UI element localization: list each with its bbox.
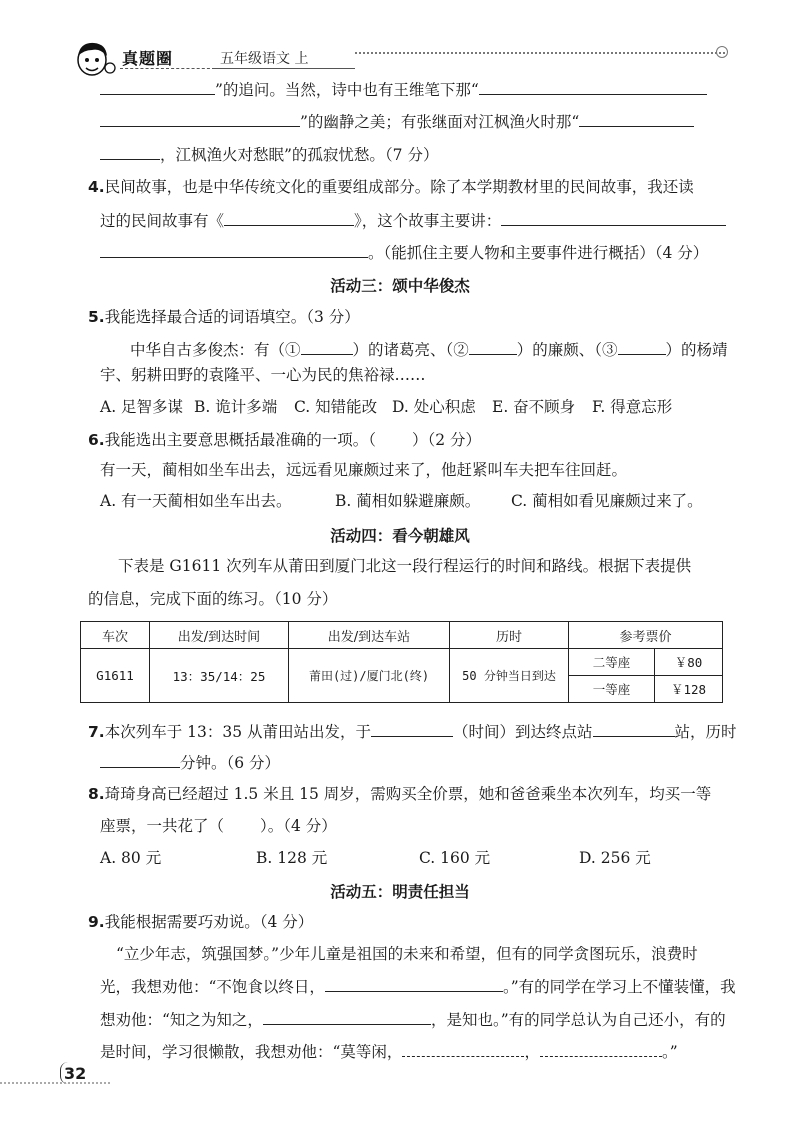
option-c[interactable]: C. 蔺相如看见廉颇过来了。	[511, 492, 703, 510]
header-cell: 车次	[81, 622, 150, 649]
header-cell: 出发/到达时间	[150, 622, 289, 649]
seat-class-cell: 一等座	[569, 676, 655, 703]
q3-line-1: ”的追问。当然，诗中也有王维笔下那“	[100, 78, 707, 101]
q9-line-2: 光，我想劝他：“不饱食以终日， 。”有的同学在学习上不懂装懂，我	[100, 975, 736, 998]
train-schedule-table	[80, 621, 723, 703]
q5-options	[100, 396, 672, 418]
station-blank[interactable]	[593, 720, 675, 737]
page-number: 32	[64, 1064, 87, 1083]
brand-logo: 真题圈	[122, 49, 174, 68]
price-cell: ￥128	[655, 676, 723, 703]
option-a[interactable]: A. 80 元	[100, 849, 162, 867]
answer-blank[interactable]	[325, 975, 503, 992]
option-a[interactable]: A. 有一天蔺相如坐车出去。	[100, 492, 292, 510]
q4-line-2: 过的民间故事有《 》，这个故事主要讲：	[100, 209, 726, 232]
answer-blank[interactable]	[100, 241, 368, 258]
q6-options	[100, 490, 703, 512]
answer-blank[interactable]	[501, 209, 726, 226]
duration-cell: 50 分钟当日到达	[450, 649, 569, 703]
answer-blank-3[interactable]	[618, 338, 666, 355]
option-b[interactable]: B. 诡计多端	[194, 398, 278, 416]
q5-line-2: 宇、躬耕田野的袁隆平、一心为民的焦裕禄……	[100, 366, 426, 384]
minutes-blank[interactable]	[100, 751, 180, 768]
answer-blank[interactable]	[540, 1040, 662, 1057]
train-number-cell: G1611	[81, 649, 150, 703]
answer-blank[interactable]	[263, 1008, 431, 1025]
q9-line-4: 是时间，学习很懒散，我想劝他：“莫等闲， ， 。”	[100, 1040, 678, 1063]
q8-line-2: 座票，一共花了（ ）。（4 分）	[100, 817, 337, 835]
boy-mascot-icon	[70, 38, 118, 80]
table-row	[81, 649, 723, 676]
price-cell: ￥80	[655, 649, 723, 676]
option-b[interactable]: B. 蔺相如躲避廉颇。	[335, 492, 481, 510]
header-cell: 参考票价	[569, 622, 723, 649]
seat-class-cell: 二等座	[569, 649, 655, 676]
q8-options	[100, 847, 651, 869]
page-header	[70, 38, 730, 72]
activity-3-title: 活动三：颂中华俊杰	[330, 277, 470, 295]
answer-blank[interactable]	[402, 1040, 524, 1057]
q9-line-1: “立少年志，筑强国梦。”少年儿童是祖国的未来和希望，但有的同学贪图玩乐，浪费时	[116, 945, 698, 963]
intro-line-1: 下表是 G1611 次列车从莆田到厦门北这一段行程运行的时间和路线。根据下表提供	[118, 557, 692, 575]
q5-stem: 5.我能选择最合适的词语填空。（3 分）	[88, 308, 360, 326]
subject-title: 五年级语文 上	[220, 51, 309, 67]
q7-line-1: 7.本次列车于 13：35 从莆田站出发，于 （时间）到达终点站 站，历时	[88, 720, 737, 743]
header-rule	[120, 68, 215, 69]
q9-line-3: 想劝他：“知之为知之， ，是知也。”有的同学总认为自己还小，有的	[100, 1008, 726, 1031]
activity-5-title: 活动五：明责任担当	[330, 883, 470, 901]
station-cell: 莆田(过)/厦门北(终)	[289, 649, 450, 703]
q3-line-2: ”的幽静之美；有张继面对江枫渔火时那“	[100, 110, 694, 133]
table-header-row	[81, 622, 723, 649]
option-a[interactable]: A. 足智多谋	[100, 398, 184, 416]
answer-blank[interactable]	[100, 78, 215, 95]
q7-line-2: 分钟。（6 分）	[100, 751, 280, 774]
answer-blank[interactable]	[100, 143, 160, 160]
story-title-blank[interactable]	[224, 209, 354, 226]
answer-blank-2[interactable]	[469, 338, 517, 355]
activity-4-title: 活动四：看今朝雄风	[330, 527, 470, 545]
footer-dotted-rule	[0, 1082, 110, 1084]
option-d[interactable]: D. 256 元	[579, 849, 651, 867]
q4-line-3: 。（能抓住主要人物和主要事件进行概括）（4 分）	[100, 241, 708, 264]
answer-blank[interactable]	[100, 110, 300, 127]
header-end-circle	[716, 46, 728, 58]
q5-line-1: 中华自古多俊杰：有（① ）的诸葛亮、（② ）的廉颇、（③ ）的杨靖	[130, 338, 728, 361]
time-blank[interactable]	[371, 720, 453, 737]
header-rule	[215, 68, 355, 69]
q6-sentence: 有一天，蔺相如坐车出去，远远看见廉颇过来了，他赶紧叫车夫把车往回赶。	[100, 461, 628, 479]
q4-line-1: 4.民间故事，也是中华传统文化的重要组成部分。除了本学期教材里的民间故事，我还读	[88, 178, 694, 196]
time-cell: 13：35/14：25	[150, 649, 289, 703]
q9-stem: 9.我能根据需要巧劝说。（4 分）	[88, 913, 314, 931]
option-c[interactable]: C. 160 元	[419, 849, 491, 867]
answer-blank-1[interactable]	[301, 338, 353, 355]
option-c[interactable]: C. 知错能改	[294, 398, 378, 416]
answer-blank[interactable]	[579, 110, 694, 127]
option-e[interactable]: E. 奋不顾身	[492, 398, 576, 416]
q3-line-3: ，江枫渔火对愁眠”的孤寂忧愁。（7 分）	[100, 143, 438, 166]
q6-stem: 6.我能选出主要意思概括最准确的一项。（ ）（2 分）	[88, 431, 481, 449]
header-cell: 出发/到达车站	[289, 622, 450, 649]
option-d[interactable]: D. 处心积虑	[392, 398, 476, 416]
intro-line-2: 的信息，完成下面的练习。（10 分）	[88, 590, 338, 608]
option-f[interactable]: F. 得意忘形	[592, 398, 673, 416]
header-cell: 历时	[450, 622, 569, 649]
answer-blank[interactable]	[479, 78, 707, 95]
q8-line-1: 8.琦琦身高已经超过 1.5 米且 15 周岁，需购买全价票，她和爸爸乘坐本次列车，均买一等	[88, 785, 712, 803]
header-dotted-rule	[355, 52, 725, 54]
option-b[interactable]: B. 128 元	[256, 849, 328, 867]
